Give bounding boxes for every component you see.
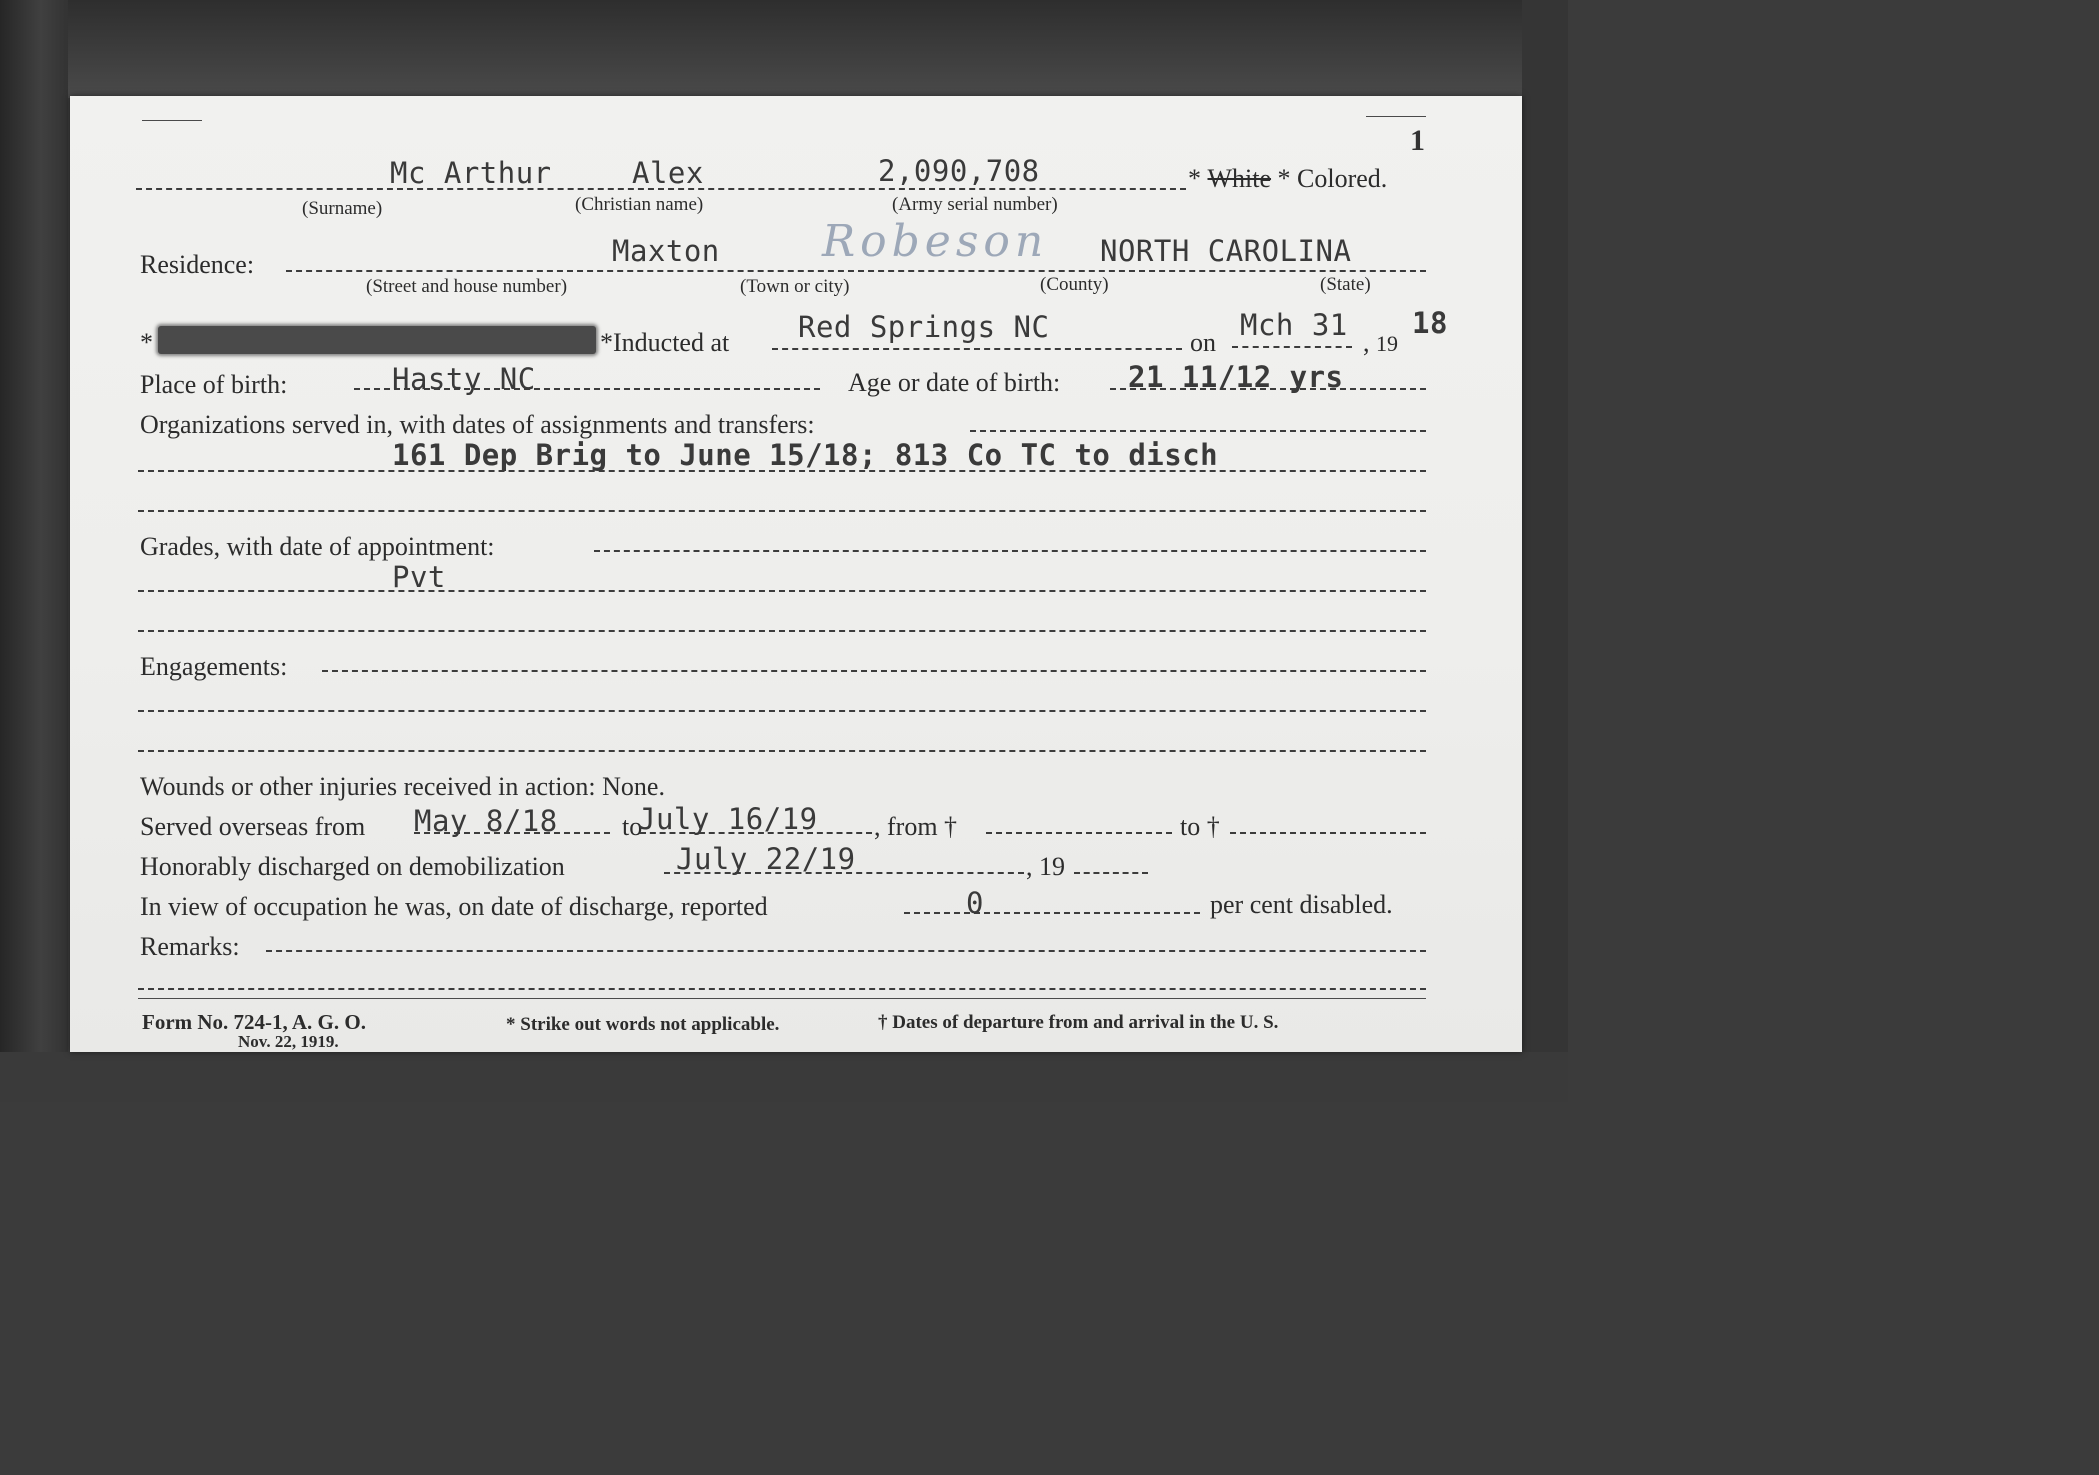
inducted-line (772, 348, 1182, 350)
place-of-birth-label: Place of birth: (140, 370, 288, 399)
engagements-line-2 (138, 710, 1426, 712)
state-caption: (State) (1320, 274, 1371, 295)
surname-caption: (Surname) (302, 198, 383, 219)
disability-label: In view of occupation he was, on date of discharge, reported (140, 892, 768, 921)
overseas-from2-label: , from † (874, 812, 958, 841)
town-caption: (Town or city) (740, 276, 850, 297)
discharge-year-label: , 19 (1026, 852, 1065, 881)
on-label: on (1190, 328, 1216, 357)
discharge-year-line (1074, 872, 1148, 874)
race-colored: Colored. (1297, 164, 1388, 193)
engagements-line-1 (322, 670, 1426, 672)
form-number: Form No. 724-1, A. G. O. (142, 1010, 366, 1034)
strike-note: * Strike out words not applicable. (506, 1014, 780, 1035)
county-caption: (County) (1040, 274, 1109, 295)
overseas-to2-label: to † (1180, 812, 1220, 841)
town-value: Maxton (612, 234, 720, 268)
overseas-from2-line (986, 832, 1172, 834)
served-overseas-label: Served overseas from (140, 812, 366, 841)
overseas-to-label: to (622, 812, 643, 841)
organizations-value: 161 Dep Brig to June 15/18; 813 Co TC to disch (392, 438, 1219, 472)
form-date: Nov. 22, 1919. (238, 1032, 339, 1051)
inducted-place-value: Red Springs NC (798, 310, 1050, 344)
serial-number-value: 2,090,708 (878, 154, 1040, 188)
serial-number-caption: (Army serial number) (892, 194, 1058, 215)
induction-date-value: Mch 31 (1240, 308, 1348, 342)
card-number: 1 (1410, 124, 1425, 157)
footer-rule (138, 998, 1426, 999)
remarks-line-1 (266, 950, 1426, 952)
scan-background-left (0, 0, 68, 1102)
engagements-line-3 (138, 750, 1426, 752)
remarks-label: Remarks: (140, 932, 240, 961)
induction-date-line (1232, 346, 1352, 348)
discharge-label: Honorably discharged on demobilization (140, 852, 565, 881)
county-value: Robeson (822, 216, 1049, 267)
wounds-label: Wounds or other injuries received in action: None. (140, 772, 665, 801)
dates-note: † Dates of departure from and arrival in the U. S. (878, 1012, 1279, 1033)
grades-value: Pvt (392, 560, 446, 594)
overseas-to-value: July 16/19 (638, 802, 818, 836)
enlistment-asterisk: * (140, 328, 153, 357)
surname-value: Mc Arthur (390, 156, 552, 190)
grades-line-2 (138, 590, 1426, 592)
street-caption: (Street and house number) (366, 276, 568, 297)
place-of-birth-value: Hasty NC (392, 362, 536, 396)
christian-name-caption: (Christian name) (575, 194, 704, 215)
overseas-from-value: May 8/18 (414, 804, 558, 838)
scan-background-bottom (0, 1052, 1568, 1102)
grades-line-1 (594, 550, 1426, 552)
remarks-line-2 (138, 988, 1426, 990)
service-record-card (70, 96, 1522, 1052)
scan-background-right (1522, 0, 1568, 1102)
year-prefix-text: 19 (1376, 331, 1398, 356)
organizations-line-3 (138, 510, 1426, 512)
state-value: NORTH CAROLINA (1100, 234, 1352, 268)
discharge-date-value: July 22/19 (676, 842, 856, 876)
scan-background-top (0, 0, 1568, 98)
residence-label: Residence: (140, 250, 255, 279)
residence-line (286, 270, 1426, 272)
organizations-label: Organizations served in, with dates of assignments and transfers: (140, 410, 815, 439)
top-left-mark (142, 120, 202, 121)
disability-suffix: per cent disabled. (1210, 890, 1393, 919)
year-suffix: 18 (1412, 306, 1448, 340)
top-right-mark (1366, 116, 1426, 117)
overseas-to2-line (1230, 832, 1426, 834)
grades-label: Grades, with date of appointment: (140, 532, 495, 561)
grades-line-3 (138, 630, 1426, 632)
race-white: White (1207, 164, 1272, 193)
engagements-label: Engagements: (140, 652, 288, 681)
race-options: * White * Colored. (1188, 164, 1388, 193)
disability-line (904, 912, 1200, 914)
year-prefix: , 19 (1363, 328, 1398, 357)
organizations-line-1 (970, 430, 1426, 432)
redacted-enlistment-options (158, 326, 596, 354)
inducted-at-label: *Inducted at (600, 328, 730, 357)
age-value: 21 11/12 yrs (1128, 360, 1344, 394)
disability-value: 0 (966, 886, 984, 920)
age-label: Age or date of birth: (848, 368, 1061, 397)
christian-name-value: Alex (632, 156, 704, 190)
